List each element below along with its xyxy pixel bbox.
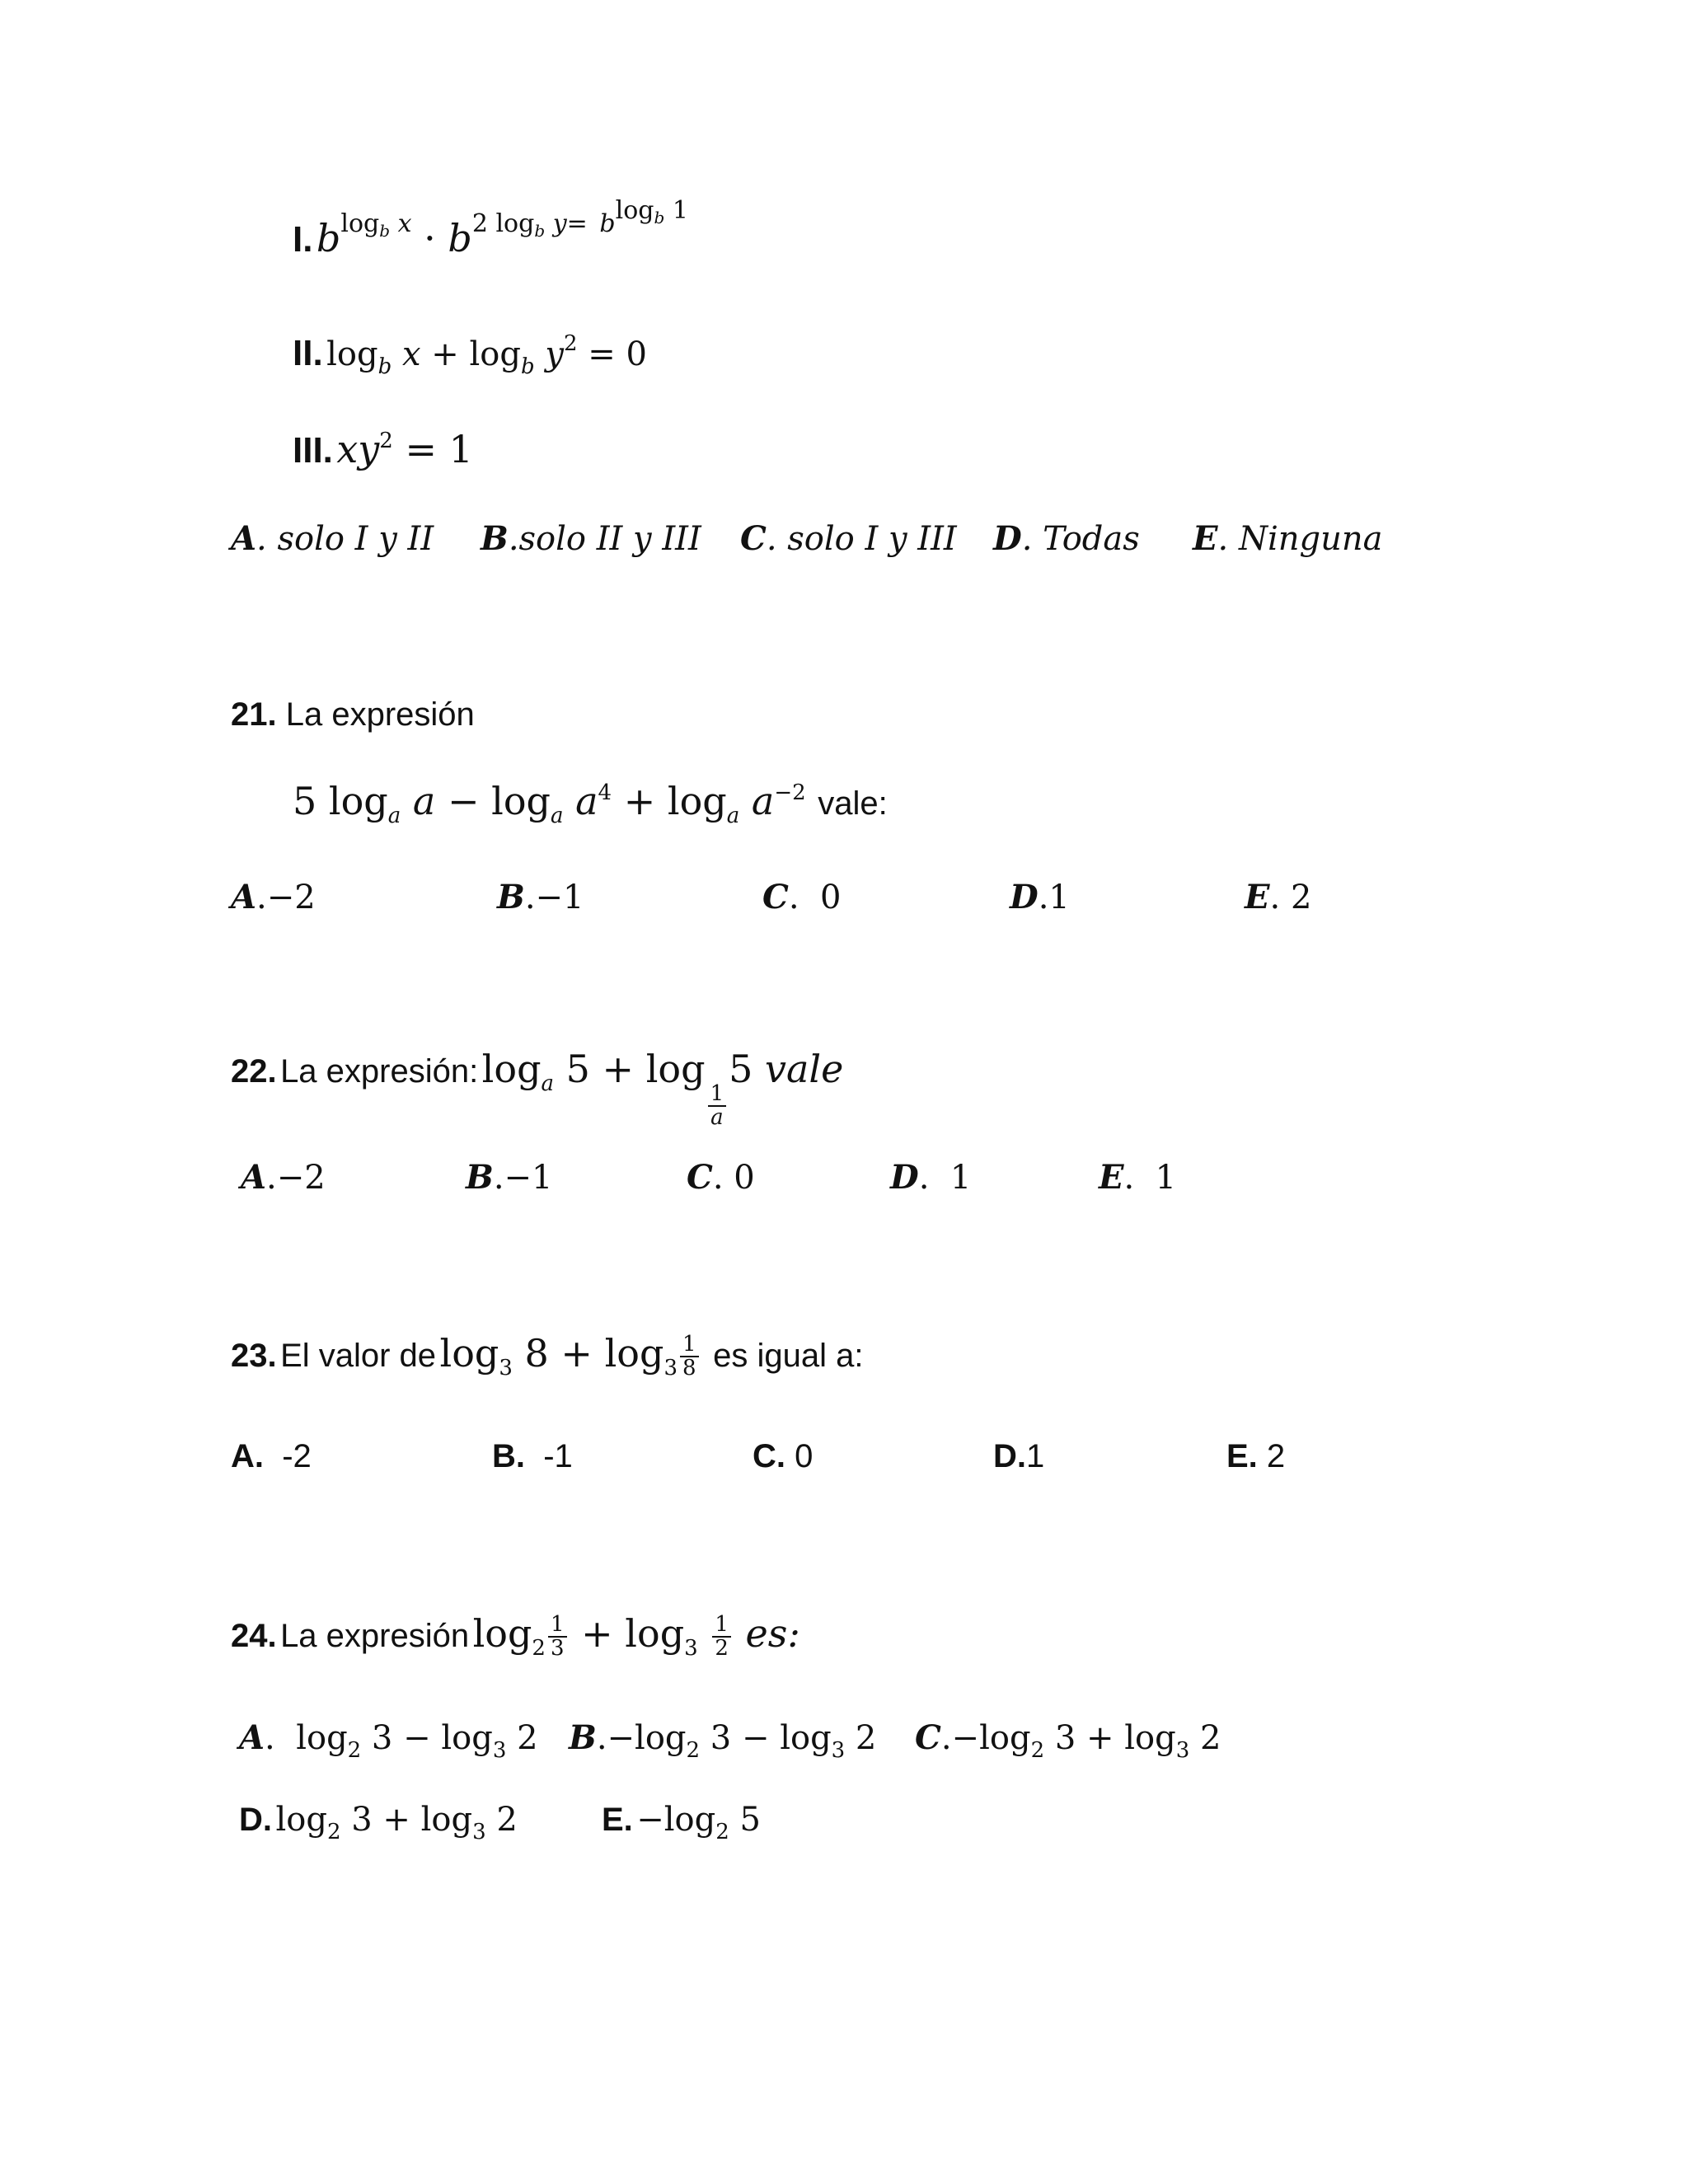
option-c[interactable]: C. 0 [762, 878, 842, 916]
statement-ii [293, 331, 647, 379]
statement-iii [293, 427, 473, 471]
option-a[interactable]: A. solo I y II [231, 519, 434, 558]
option-letter: A [239, 1718, 265, 1757]
option-text: 2 [1290, 879, 1312, 916]
option-text: 0 [795, 1438, 814, 1474]
statement-expression: $\log_b x + \log_b y^2 = 0$ [326, 331, 647, 379]
statement-i [293, 196, 688, 260]
option-text: 1 [1048, 879, 1070, 916]
option-text: Ninguna [1238, 520, 1383, 558]
option-b[interactable]: $B.-\log_2$ $3 - \log_3 2$ [569, 1718, 877, 1763]
option-text: 0 [734, 1159, 755, 1197]
question-number: 22. [231, 1053, 277, 1090]
option-c[interactable] [753, 1438, 813, 1475]
option-b[interactable]: B.−1 [497, 878, 584, 916]
question-prompt: La expresión [280, 1618, 470, 1654]
question-23-heading [231, 1331, 864, 1380]
option-e[interactable]: E. Ninguna [1193, 519, 1383, 558]
option-letter: C. [753, 1438, 785, 1474]
option-letter: E [1099, 1158, 1124, 1197]
option-a[interactable]: A.−2 [241, 1158, 326, 1197]
question-22-heading [231, 1047, 843, 1130]
option-e[interactable] [1226, 1438, 1285, 1475]
option-text: 1 [1026, 1438, 1045, 1474]
option-letter: E. [1226, 1438, 1258, 1474]
option-c[interactable]: C. solo I y III [740, 519, 957, 558]
question-prompt: El valor de [280, 1338, 437, 1374]
option-letter: D. [239, 1802, 272, 1838]
question-suffix: es: [745, 1611, 800, 1656]
question-expression: $\log_a 5 + \log$ $\frac{1}{a}$ 5 [481, 1047, 766, 1131]
question-number: 24. [231, 1618, 277, 1654]
option-text: −2 [266, 879, 316, 916]
option-letter: B [497, 878, 525, 916]
question-21-heading [231, 696, 475, 733]
option-text: solo II y III [518, 520, 701, 558]
option-letter: E [1245, 878, 1270, 916]
option-text: 1 [950, 1159, 972, 1197]
option-letter: D [993, 519, 1022, 558]
question-prompt: La expresión: [280, 1053, 479, 1090]
option-text: -2 [282, 1438, 312, 1474]
option-letter: A [231, 519, 257, 558]
question-24-heading [231, 1611, 800, 1661]
option-text: solo I y II [277, 520, 434, 558]
option-c[interactable]: $C.-\log_2$ $3 + \log_3 2$ [915, 1718, 1221, 1763]
option-letter: C [915, 1718, 941, 1757]
option-letter: D [1010, 878, 1039, 916]
option-letter: B [481, 519, 509, 558]
question-prompt: La expresión [285, 696, 475, 733]
option-e[interactable]: E. $-\log_2$ 5 [602, 1801, 761, 1844]
option-letter: D. [993, 1438, 1026, 1474]
option-d[interactable] [993, 1438, 1044, 1475]
option-letter: B. [492, 1438, 525, 1474]
question-expression: 5 $\log_a a - \log_a a^4 + \log_a a^{-2}$ [293, 779, 806, 828]
option-letter: A [241, 1158, 267, 1197]
option-a[interactable] [231, 1438, 312, 1475]
option-a[interactable]: A.−2 [231, 878, 316, 916]
question-number: 23. [231, 1338, 277, 1374]
option-e[interactable]: E. 1 [1099, 1158, 1177, 1197]
option-letter: E. [602, 1802, 633, 1838]
statement-label: III. [293, 430, 333, 471]
question-suffix: es igual a: [713, 1338, 864, 1374]
statement-expression: $xy^2 = 1$ [336, 427, 473, 471]
option-d[interactable]: D. Todas [993, 519, 1140, 558]
option-text: solo I y III [787, 520, 957, 558]
option-letter: C [762, 878, 789, 916]
option-d[interactable]: D. $\log_2 3 + \log_3 2$ [239, 1801, 518, 1844]
option-text: −1 [535, 879, 584, 916]
option-text: −1 [504, 1159, 553, 1197]
option-b[interactable]: B.solo II y III [481, 519, 701, 558]
option-text: -1 [543, 1438, 573, 1474]
option-text: −2 [276, 1159, 326, 1197]
option-b[interactable] [492, 1438, 573, 1475]
option-text: Todas [1043, 520, 1140, 558]
option-letter: A [231, 878, 257, 916]
option-letter: A. [231, 1438, 264, 1474]
option-text: 2 [1266, 1438, 1286, 1474]
question-21-expression-line [293, 779, 888, 828]
statement-label: I. [293, 219, 313, 260]
option-b[interactable]: B.−1 [466, 1158, 553, 1197]
option-d[interactable]: D.1 [1010, 878, 1070, 916]
option-letter: C [740, 519, 767, 558]
option-letter: D [890, 1158, 919, 1197]
option-e[interactable]: E. 2 [1245, 878, 1312, 916]
option-c[interactable]: C. 0 [687, 1158, 755, 1197]
statement-label: II. [293, 333, 323, 373]
question-expression: $\log_3 8 + \log_3$ $\frac{1}{8}$ [440, 1331, 714, 1376]
option-a[interactable]: A. $\log_2 3 - \log_3 2$ [239, 1718, 538, 1763]
option-letter: B [569, 1718, 597, 1757]
question-suffix: vale [765, 1047, 844, 1091]
option-letter: C [687, 1158, 713, 1197]
option-letter: E [1193, 519, 1218, 558]
option-text: 0 [820, 879, 842, 916]
statement-expression: $b^{log_b x} \cdot b^{2 log_b y=}$ $^{blog_b 1}$ [316, 196, 688, 260]
question-number: 21. [231, 696, 277, 733]
option-d[interactable]: D. 1 [890, 1158, 972, 1197]
question-expression: $\log_2$ $\frac{1}{3}$ + $\log_3$ $\frac{1}{2}$ [473, 1611, 746, 1656]
option-letter: B [466, 1158, 494, 1197]
option-text: 1 [1155, 1159, 1177, 1197]
question-suffix: vale: [818, 785, 888, 822]
